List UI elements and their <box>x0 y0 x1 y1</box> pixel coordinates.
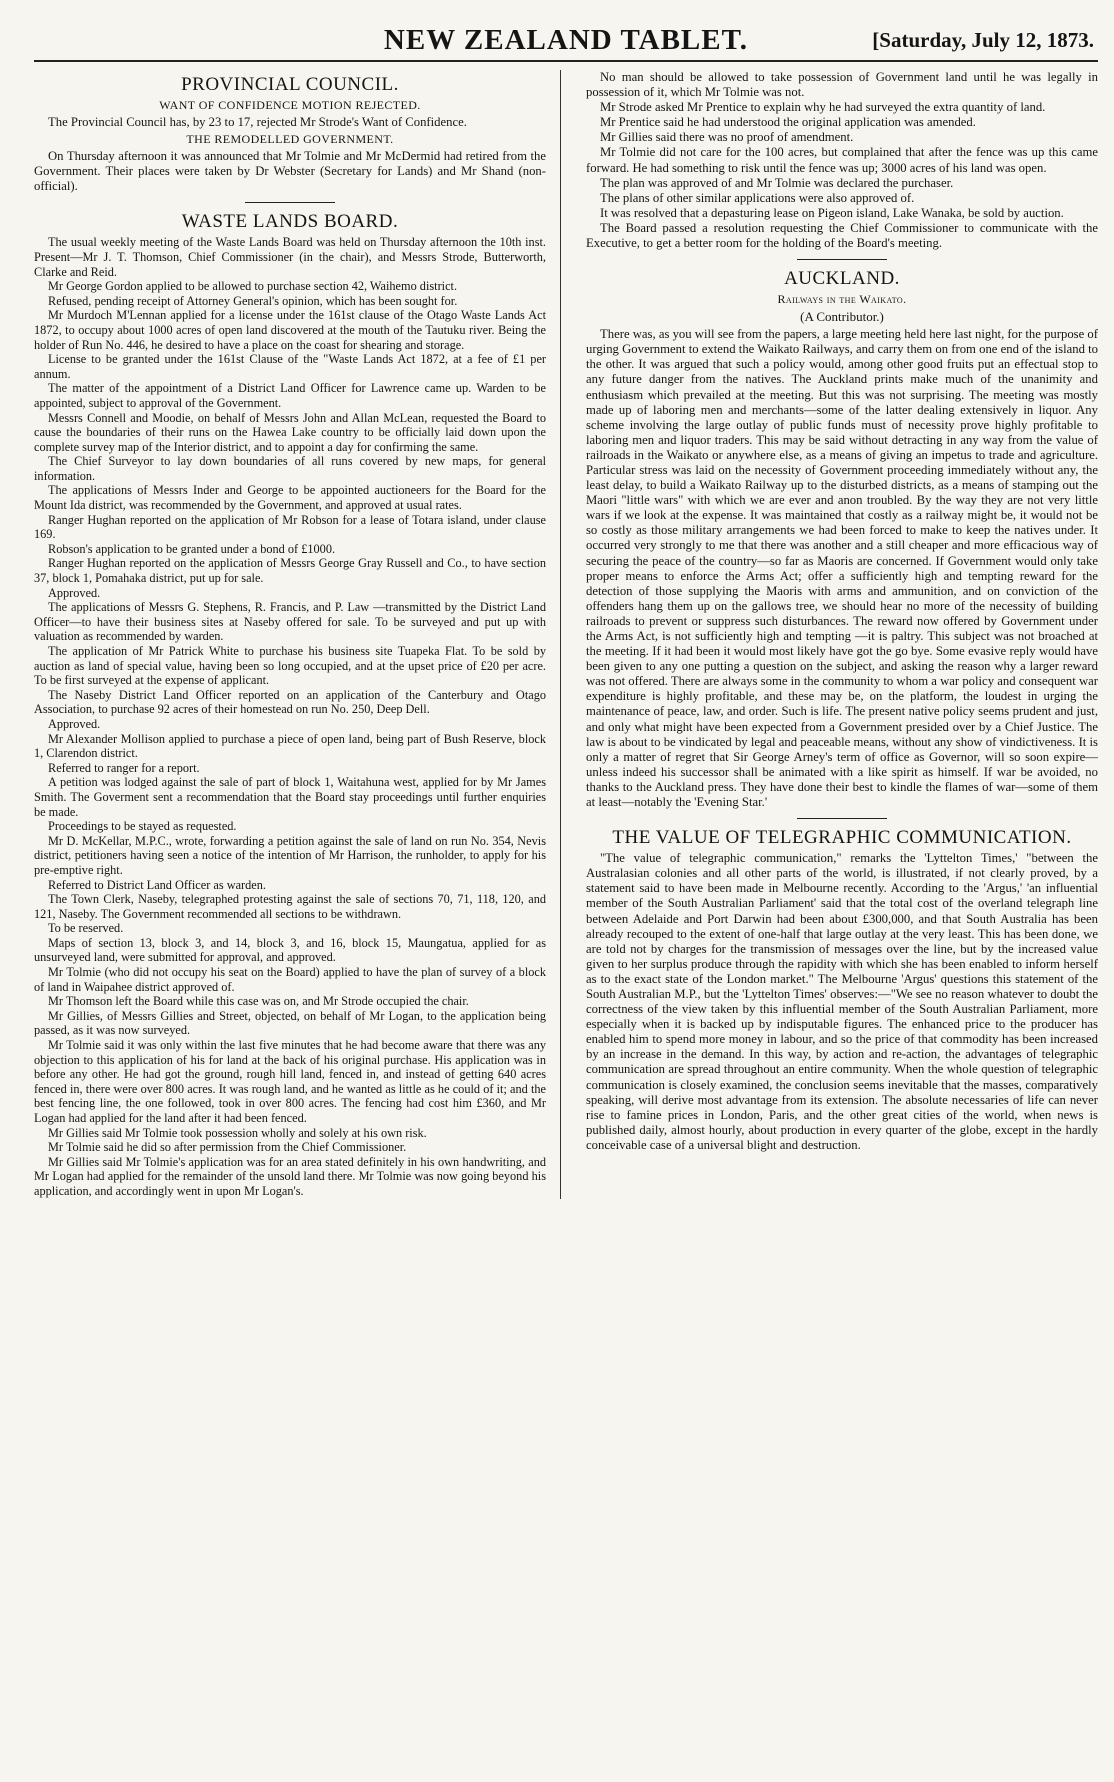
waste-lands-paragraph: Ranger Hughan reported on the application of Mr Robson for a lease of Totara island, under clause 169. <box>34 512 546 542</box>
waste-lands-paragraph: The Town Clerk, Naseby, telegraphed protesting against the sale of sections 70, 71, 118, 120, and 121, Naseby. The Government recommended all sections to be withdrawn. <box>34 892 546 921</box>
waste-lands-paragraph: The matter of the appointment of a District Land Officer for Lawrence came up. Warden to be appointed, subject to approval of the Government. <box>34 381 546 410</box>
section-divider <box>245 202 335 203</box>
waste-lands-paragraph: The Chief Surveyor to lay down boundaries of all runs covered by new maps, for general information. <box>34 454 546 483</box>
auckland-heading: AUCKLAND. <box>784 268 900 290</box>
waste-lands-paragraph: Referred to District Land Officer as warden. <box>48 877 266 892</box>
waste-lands-paragraph: To be reserved. <box>48 921 124 936</box>
article-columns <box>34 70 1098 1199</box>
waste-lands-paragraph: Proceedings to be stayed as requested. <box>48 819 237 834</box>
waste-lands-paragraph: Messrs Connell and Moodie, on behalf of Messrs John and Allan McLean, requested the Board to cause the boundaries of their runs on the Hawea Lake country to be officially laid down upon the complete survey map of the Interior district, and to appoint a day for confirming the same. <box>34 410 546 454</box>
waste-lands-paragraph: Mr D. McKellar, M.P.C., wrote, forwarding a petition against the sale of land on run No. 354, Nevis district, petitioners having seen a notice of the intention of Mr Harrison, the runholder, to apply for his pre-emptive right. <box>34 833 546 877</box>
left-column <box>34 70 561 1199</box>
continued-paragraph: Mr Tolmie did not care for the 100 acres, but complained that after the fence was up this came forward. He had something to risk until the fence was up; 3000 acres of his land was open. <box>586 145 1098 175</box>
provincial-council-subheading: WANT OF CONFIDENCE MOTION REJECTED. <box>159 98 421 112</box>
provincial-council-heading: PROVINCIAL COUNCIL. <box>181 74 399 95</box>
waste-lands-heading: WASTE LANDS BOARD. <box>181 211 399 233</box>
continued-paragraph: The Board passed a resolution requesting the Chief Commissioner to communicate with the Executive, to get a better room for the holding of the Board's meeting. <box>586 220 1098 251</box>
waste-lands-paragraph: Mr Alexander Mollison applied to purchase a piece of open land, being part of Bush Reserve, block 1, Clarendon district. <box>34 731 546 761</box>
continued-paragraph: The plans of other similar applications were also approved of. <box>600 190 915 205</box>
provincial-paragraph: On Thursday afternoon it was announced that Mr Tolmie and Mr McDermid had retired from the Government. Their places were taken by Dr Webster (Secretary for Lands) and Mr Shand (non-official). <box>34 149 546 194</box>
waste-lands-paragraph: Mr Gillies said Mr Tolmie took possession wholly and solely at his own risk. <box>48 1125 427 1140</box>
section-divider <box>797 818 887 819</box>
waste-lands-paragraph: Mr Tolmie said it was only within the last five minutes that he had become aware that there was any objection to this application of his for land at the back of his original purchase. His application was in before any other. He had got the ground, rough hill land, fenced in, and instead of getting 640 acres fenced in, there were over 800 acres. It was rough land, and he wanted as little as he could of it; and the best fencing line, the one followed, took in over 800 acres. The fencing had cost him £360, and Mr Logan had applied for the land after it had been fenced. <box>34 1038 546 1125</box>
waste-lands-paragraph: Approved. <box>48 716 101 731</box>
waste-lands-paragraph: Mr Murdoch M'Lennan applied for a license under the 161st clause of the Otago Waste Lands Act 1872, to occupy about 1000 acres of open land discovered at the mouth of the Tautuku river. Being the holder of Run No. 446, he desired to have a place on the coast for shearing and storage. <box>34 308 546 352</box>
continued-paragraph: No man should be allowed to take possession of Government land until he was legally in possession of it, which Mr Tolmie was not. <box>586 70 1098 100</box>
waste-lands-paragraph: A petition was lodged against the sale of part of block 1, Waitahuna west, applied for by Mr James Smith. The Goverment sent a recommendation that the Board stay proceedings until further enquiries be made. <box>34 775 546 819</box>
waste-lands-paragraph: Maps of section 13, block 3, and 14, block 3, and 16, block 15, Maungatua, applied for as unsurveyed land, were submitted for approval, and approved. <box>34 935 546 965</box>
waste-lands-paragraph: Mr Gillies said Mr Tolmie's application was for an area stated definitely in his own handwriting, and Mr Logan had applied for the remainder of the unsold land there. Mr Tolmie was now going beyond his application, and accordingly went in upon Mr Logan's. <box>34 1154 546 1198</box>
auckland-subheading: Railways in the Waikato. <box>777 292 907 307</box>
waste-lands-paragraph: Robson's application to be granted under a bond of £1000. <box>48 541 336 556</box>
remodelled-government-heading: THE REMODELLED GOVERNMENT. <box>186 132 394 147</box>
telegraph-paragraph: "The value of telegraphic communication," remarks the 'Lyttelton Times,' "between the Australasian colonies and all other parts of the world, is illustrated, if not clearly proved, by a statement said to have been made in Melbourne recently. According to the 'Argus,' 'an influential member of the South Australian Parliament' said that the total cost of the overland telegraph line between Adelaide and Port Darwin had been about £300,000, and that South Australia has been already recouped to the extent of one-half that large outlay at the very least. This has been done, we are told not by charges for the transmission of messages over the line, but by the increased value given to her surplus produce through the rapidity with which she has been enabled to inform herself as to the exact state of the London market." The Melbourne 'Argus' questions this statement of the South Australian M.P., but the 'Lyttelton Times' observes:—"We see no reason whatever to doubt the correctness of the view taken by this influential member of the South Australian Parliament, more especially when it is backed up by indisputable figures. The enhanced price to the producer has enabled him to spend more money in labour, and so the price of that commodity has been increased by an increase in the demand. In this way, by action and re-action, the advantages of telegraphic communication are spread throughout an entire community. When the whole question of telegraphic communication is closely examined, the conclusion seems inevitable that the masses, comparatively speaking, will derive most advantage from its extension. The absolute necessaries of life can never rise to famine prices in London, Paris, and the other great cities of the world, when news is published daily, almost hourly, about production in every quarter of the globe, except in the hardly conceivable case of a universal blight and destruction. <box>586 851 1098 1152</box>
issue-date: [Saturday, July 12, 1873. <box>872 28 1094 52</box>
waste-lands-paragraph: The application of Mr Patrick White to purchase his business site Tuapeka Flat. To be sold by auction as land of special value, having been so long occupied, and at the upset price of £20 per acre. To be first surveyed at the expense of applicant. <box>34 644 546 688</box>
waste-lands-paragraph: The applications of Messrs G. Stephens, R. Francis, and P. Law —transmitted by the District Land Officer—to have their business sites at Naseby offered for sale. To be surveyed and put up with valuation as recommended by warden. <box>34 600 546 644</box>
provincial-paragraph: The Provincial Council has, by 23 to 17, rejected Mr Strode's Want of Confidence. <box>48 115 467 129</box>
waste-lands-paragraph: Mr Tolmie said he did so after permission from the Chief Commissioner. <box>48 1140 407 1155</box>
waste-lands-paragraph: Mr George Gordon applied to be allowed to purchase section 42, Waihemo district. <box>48 279 458 294</box>
auckland-byline: (A Contributor.) <box>800 309 884 325</box>
waste-lands-paragraph: Mr Thomson left the Board while this case was on, and Mr Strode occupied the chair. <box>48 994 469 1009</box>
waste-lands-paragraph: Mr Tolmie (who did not occupy his seat on the Board) applied to have the plan of survey of a block of land in Waipahee district approved of. <box>34 965 546 994</box>
continued-paragraph: Mr Strode asked Mr Prentice to explain why he had surveyed the extra quantity of land. <box>600 100 1046 115</box>
telegraph-heading: THE VALUE OF TELEGRAPHIC COMMUNICATION. <box>612 827 1072 849</box>
continued-paragraph: It was resolved that a depasturing lease on Pigeon island, Lake Wanaka, be sold by auction. <box>600 205 1064 220</box>
masthead <box>34 24 1098 62</box>
waste-lands-paragraph: License to be granted under the 161st Clause of the "Waste Lands Act 1872, at a fee of £1 per annum. <box>34 352 546 381</box>
newspaper-title: NEW ZEALAND TABLET. <box>383 24 749 56</box>
waste-lands-paragraph: Mr Gillies, of Messrs Gillies and Street, objected, on behalf of Mr Logan, to the application being passed, as it was now surveyed. <box>34 1008 546 1038</box>
waste-lands-paragraph: Ranger Hughan reported on the application of Messrs George Gray Russell and Co., to have section 37, block 1, Pomahaka district, put up for sale. <box>34 556 546 586</box>
section-divider <box>797 259 887 260</box>
continued-paragraph: Mr Gillies said there was no proof of amendment. <box>600 130 854 145</box>
waste-lands-paragraph: Referred to ranger for a report. <box>48 760 200 775</box>
waste-lands-paragraph: The applications of Messrs Inder and George to be appointed auctioneers for the Board for the Mount Ida district, was recommended by the Government, and approved at usual rates. <box>34 483 546 513</box>
waste-lands-paragraph: Refused, pending receipt of Attorney General's opinion, which has been sought for. <box>48 293 458 308</box>
waste-lands-paragraph: The Naseby District Land Officer reported on an application of the Canterbury and Otago Association, to purchase 92 acres of their homestead on run No. 250, Deep Dell. <box>34 687 546 717</box>
auckland-paragraph: There was, as you will see from the papers, a large meeting held here last night, for the purpose of urging Government to extend the Waikato Railways, and carry them on from one end of the island to the other. It was argued that such a policy would, among other good fruits put an effectual stop to any future danger from the natives. The Auckland prints make much of the unanimity and enthusiasm which prevailed at the meeting. But this was not surprising. The meeting was mostly made up of laboring men and merchants—some of the latter dealing extensively in liquor. Any scheme involving the large outlay of public funds must of necessity prove highly profitable to laboring men and liquor traders. This may be said without detracting in any way from the value of railroads in the Waikato or anywhere else, as a means of giving an impetus to trade and agriculture. Particular stress was laid on the necessity of Government proceeding immediately without any, the least delay, to build a Waikato Railway up to the disturbed districts, as a means of stamping out the Maori "little wars" with which we are ever and anon troubled. By the way they are not very little wars if we look at the expense. It was maintained that costly as a railway might be, it would not be so costly as those military arrangements we had been forced to make to keep the natives under. It occurred very strongly to me that there was another and a still cheaper and more efficacious way of securing the peace of the country—so far as Maoris are concerned. If Government would only take proper means to enforce the Arms Act; offer a sufficiently high and tempting reward for the detection of those supplying the Maoris with arms and ammunition, and on conviction of the offenders hang them up on the gallows tree, we should hear no more of the necessity of building railroads to prevent or suppress such disturbances. The reward now offered by Government under the Arms Act, is not sufficiently high and tempting —it is paltry. This subject was not broached at the meeting. If it had been it would most likely have got the go bye. Some evasive reply would have been given to any one putting a question on the subject, and asking the reason why a larger reward was not offered. There are always some in the community to whom a war policy and consequent war expenditure is highly profitable, and these may be, on the platform, the loudest in urging the maintenance of peace, law, and order. Such is life. The present native policy seems prudent and just, and only what might have been expected from a Government presided over by a Chief Justice. The law is about to be vindicated by legal and peaceable means, without any show of vindictiveness. It is only a matter of regret that Sir George Arney's term of office as Governor, will so soon expire—unless indeed his successor shall be animated with a like spirit as himself. If war be avoided, no thanks to the Auckland press. They have done their best to kindle the flames of war—some of them at least—notably the 'Evening Star.' <box>586 327 1098 810</box>
waste-lands-paragraph: The usual weekly meeting of the Waste Lands Board was held on Thursday afternoon the 10th inst. Present—Mr J. T. Thomson, Chief Commissioner (in the chair), and Messrs Strode, Butterworth, Clarke and Reid. <box>34 235 546 279</box>
continued-paragraph: The plan was approved of and Mr Tolmie was declared the purchaser. <box>600 175 954 190</box>
continued-paragraph: Mr Prentice said he had understood the original application was amended. <box>600 115 976 130</box>
waste-lands-paragraph: Approved. <box>48 585 101 600</box>
right-column <box>582 70 1098 1199</box>
